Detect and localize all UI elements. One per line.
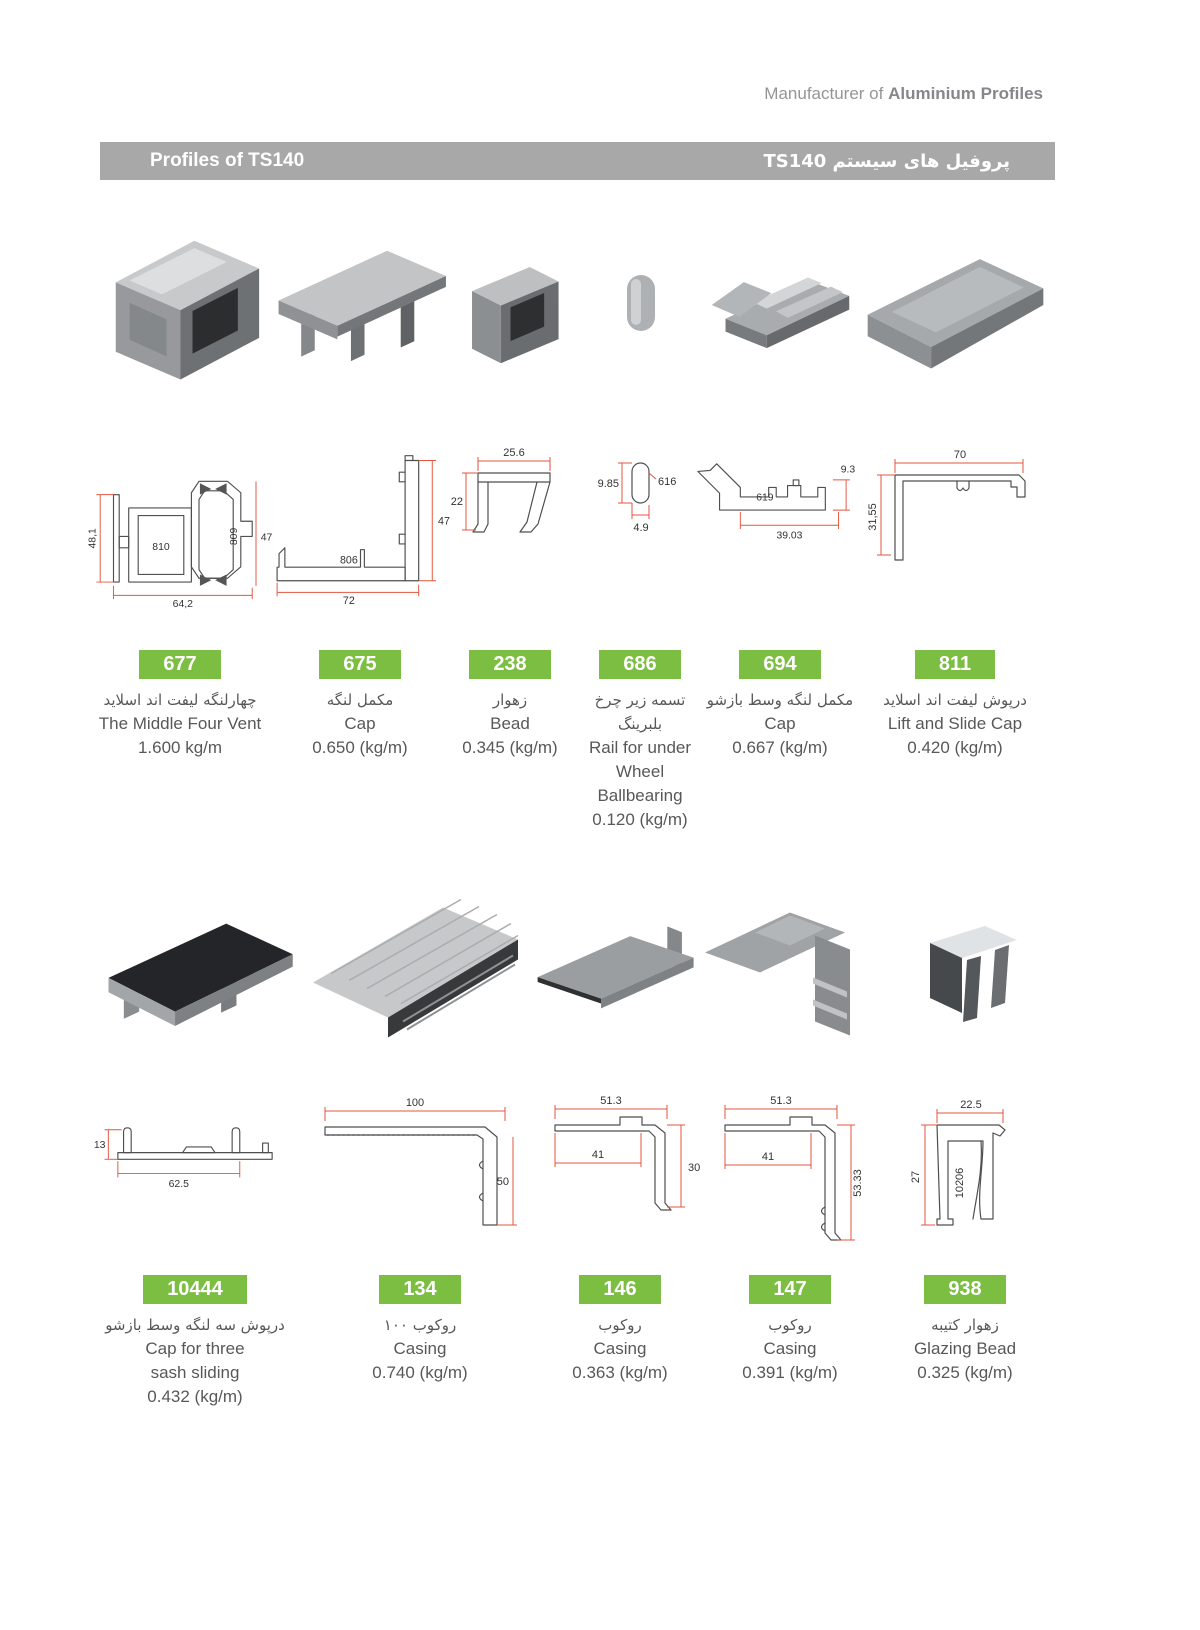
product-name-en-2: Wheel Ballbearing	[597, 762, 683, 805]
dim-811-width: 70	[953, 449, 967, 461]
product-name-fa: مکمل لنگه وسط بازشو	[706, 691, 854, 709]
dim-675-width: 72	[342, 595, 355, 608]
product-146	[535, 860, 705, 1409]
profile-3d-render-icon	[610, 265, 670, 345]
product-weight: 0.325 (kg/m)	[917, 1363, 1013, 1382]
profile-3d-render-icon	[523, 905, 718, 1020]
dim-146-width: 51.3	[600, 1095, 622, 1107]
dim-938-inner: 10206	[954, 1167, 966, 1199]
dim-938-height: 27	[910, 1170, 922, 1184]
dim-675-inner: 806	[339, 554, 358, 567]
product-name-fa: درپوش لیفت اند اسلاید	[883, 691, 1027, 709]
product-name-en: Lift and Slide Cap	[887, 714, 1023, 733]
product-675-photo	[275, 205, 445, 405]
dim-694-height: 9.3	[840, 464, 856, 476]
product-146-photo	[535, 860, 705, 1065]
dim-238-width: 25.6	[503, 447, 525, 459]
product-name-en: Cap	[764, 714, 796, 733]
product-938-photo	[875, 860, 1055, 1065]
profile-3d-render-icon	[905, 898, 1025, 1028]
product-name-fa: درپوش سه لنگه وسط بازشو	[105, 1316, 285, 1334]
product-686-drawing	[575, 405, 705, 605]
profile-3d-render-icon	[448, 238, 573, 373]
product-238	[445, 205, 575, 832]
profile-3d-render-icon	[88, 890, 303, 1035]
brand-bold: Aluminium Profiles	[888, 84, 1043, 103]
product-name-fa: روکوب	[598, 1316, 642, 1334]
product-134-photo	[305, 860, 535, 1065]
product-code-badge: 677	[139, 650, 220, 679]
product-code-badge: 675	[319, 650, 400, 679]
product-name-fa: روکوب	[768, 1316, 812, 1334]
product-code-badge: 10444	[143, 1275, 247, 1304]
product-code-badge: 238	[469, 650, 550, 679]
dim-811-height: 31,55	[867, 503, 879, 531]
product-code-badge: 146	[579, 1275, 660, 1304]
dim-677-chamber: 809	[229, 527, 240, 546]
product-code-badge: 686	[599, 650, 680, 679]
dim-677-height: 48,1	[87, 528, 99, 549]
product-name-fa: زهوار کتیبه	[931, 1316, 999, 1334]
product-677-photo	[85, 205, 275, 405]
product-weight: 0.363 (kg/m)	[572, 1363, 668, 1382]
product-134	[305, 860, 535, 1409]
product-code-badge: 147	[749, 1275, 830, 1304]
product-name-en: Cap	[344, 714, 376, 733]
product-147	[705, 860, 875, 1409]
dim-147-width: 51.3	[770, 1095, 792, 1107]
profile-3d-render-icon	[853, 230, 1058, 380]
dim-134-height: 50	[496, 1176, 509, 1188]
product-811-drawing	[855, 405, 1055, 605]
product-name-en: Rail for under	[588, 738, 692, 757]
product-name-en: Casing	[763, 1339, 817, 1358]
products-row-1	[85, 205, 1060, 832]
product-10444-drawing	[85, 1065, 305, 1265]
profile-3d-render-icon	[265, 225, 455, 385]
dim-146-height: 30	[688, 1162, 701, 1174]
product-weight: 0.432 (kg/m)	[147, 1387, 243, 1406]
product-694-drawing	[705, 405, 855, 605]
dim-686-label: 616	[658, 476, 677, 488]
dim-147-height: 53.33	[852, 1169, 864, 1197]
dim-686-height: 9.85	[597, 478, 619, 490]
product-811	[855, 205, 1055, 832]
section-title-bar	[100, 142, 1055, 180]
dim-10444-height: 13	[93, 1139, 106, 1151]
product-code-badge: 938	[924, 1275, 1005, 1304]
dim-677-right: 47	[260, 532, 273, 544]
dim-686-width: 4.9	[633, 522, 649, 534]
dim-146-inner: 41	[591, 1149, 605, 1161]
section-title-en: Profiles of TS140	[150, 150, 305, 171]
dim-938-width: 22.5	[960, 1099, 982, 1111]
product-name-en: Casing	[393, 1339, 447, 1358]
product-code-badge: 811	[915, 650, 995, 679]
product-134-drawing	[305, 1065, 535, 1265]
dim-677-width: 64,2	[172, 598, 194, 610]
dim-147-inner: 41	[761, 1151, 775, 1163]
product-686	[575, 205, 705, 832]
product-weight: 0.650 (kg/m)	[312, 738, 408, 757]
product-weight: 0.120 (kg/m)	[592, 810, 688, 829]
dim-10444-width: 62.5	[168, 1178, 190, 1190]
product-weight: 0.391 (kg/m)	[742, 1363, 838, 1382]
profile-3d-render-icon	[88, 213, 273, 398]
profile-3d-render-icon	[303, 875, 538, 1050]
profile-3d-render-icon	[698, 240, 863, 370]
product-name-fa: زهوار	[492, 691, 528, 709]
products-row-2	[85, 860, 1060, 1409]
dim-675-height: 47	[437, 515, 450, 528]
product-name-en: Glazing Bead	[913, 1339, 1017, 1358]
product-938-drawing	[875, 1065, 1055, 1265]
product-675-drawing	[275, 405, 450, 608]
product-147-drawing	[705, 1065, 875, 1265]
product-name-fa: روکوب ۱۰۰	[383, 1316, 457, 1334]
brand-prefix: Manufacturer of	[764, 84, 889, 103]
section-title-fa: پروفیل های سیستم TS140	[763, 150, 1010, 172]
dim-694-inner: 619	[756, 492, 774, 504]
product-name-en: Bead	[490, 714, 530, 733]
product-675	[275, 205, 450, 832]
product-name-en: The Middle Four Vent	[98, 714, 262, 733]
product-147-photo	[705, 860, 875, 1065]
product-name-en: Cap for three	[145, 1339, 245, 1358]
product-name-en: Casing	[593, 1339, 647, 1358]
dim-694-width: 39.03	[776, 530, 803, 542]
product-811-photo	[855, 205, 1055, 405]
product-677	[85, 205, 275, 832]
product-name-fa: مکمل لنگه	[326, 691, 394, 709]
dim-677-inner: 810	[152, 541, 170, 553]
product-code-badge: 694	[739, 650, 820, 679]
product-weight: 0.740 (kg/m)	[372, 1363, 468, 1382]
profile-3d-render-icon	[695, 875, 885, 1050]
product-name-en-2: sash sliding	[150, 1363, 240, 1382]
product-677-drawing	[85, 405, 275, 610]
product-weight: 0.667 (kg/m)	[732, 738, 828, 757]
product-694	[705, 205, 855, 832]
product-238-photo	[445, 205, 575, 405]
product-weight: 1.600 kg/m	[137, 738, 223, 757]
product-name-fa: چهارلنگه لیفت اند اسلاید	[103, 691, 257, 709]
product-238-drawing	[445, 405, 575, 605]
product-10444-photo	[85, 860, 305, 1065]
product-686-photo	[575, 205, 705, 405]
product-weight: 0.420 (kg/m)	[907, 738, 1003, 757]
product-10444	[85, 860, 305, 1409]
dim-134-width: 100	[405, 1097, 424, 1109]
product-code-badge: 134	[379, 1275, 460, 1304]
product-weight: 0.345 (kg/m)	[462, 738, 558, 757]
product-146-drawing	[535, 1065, 705, 1265]
dim-238-height: 22	[450, 496, 463, 508]
brand-line	[764, 84, 1043, 104]
product-938	[875, 860, 1055, 1409]
product-694-photo	[705, 205, 855, 405]
product-name-fa: تسمه زیر چرخ بلبرینگ	[594, 691, 686, 733]
